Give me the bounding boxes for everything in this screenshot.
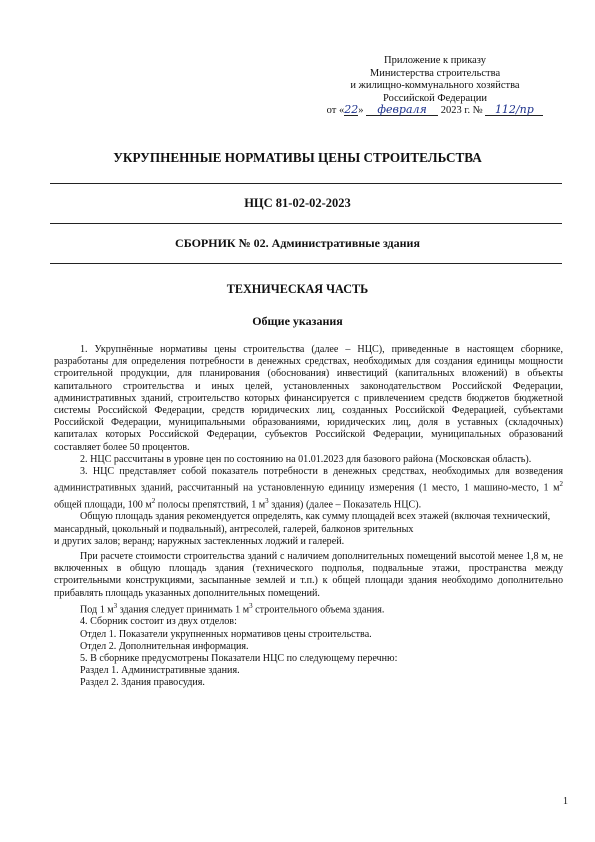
page-number: 1 xyxy=(563,796,568,807)
paragraph-11: Раздел 1. Административные здания. xyxy=(80,665,240,677)
general-provisions-title: Общие указания xyxy=(252,314,343,328)
divider-1 xyxy=(50,183,562,184)
paragraph-5: При расчете стоимости строительства зданий с наличием дополнительных помещений высотой менее 1,8 м, не включенных в общую площадь здания (технического подполья, подвальные этажи, пространства между строительными конструкциями, засыпанные землей и т.п.) к общей площади здания необходимо дополнительно прибавлять площадь указанных дополнительных помещений. xyxy=(54,550,563,599)
divider-2 xyxy=(50,223,562,224)
approval-block xyxy=(300,55,570,118)
superscript-3: 3 xyxy=(249,601,253,610)
paragraph-6-part-c: строительного объема здания. xyxy=(252,604,385,616)
approval-number: 112/пр xyxy=(485,105,543,116)
approval-line-3: и жилищно-коммунального хозяйства xyxy=(350,80,520,91)
approval-date-line xyxy=(300,105,570,118)
paragraph-12: Раздел 2. Здания правосудия. xyxy=(80,677,205,689)
paragraph-3-part-d: здания) (далее – Показатель НЦС). xyxy=(268,499,422,511)
approval-year: 2023 г. № xyxy=(440,105,483,116)
approval-day: 22 xyxy=(344,103,359,116)
paragraph-6-part-b: здания следует принимать 1 м xyxy=(117,604,250,616)
superscript-3: 3 xyxy=(113,601,118,610)
approval-month: февраля xyxy=(366,105,438,116)
paragraph-1: 1. Укрупнённые нормативы цены строительства (далее – НЦС), приведенные в настоящем сборнике, разработаны для определения потребности в денежных средствах, необходимых для создания единицы мощности строительной продукции, для планирования (обоснования) инвестиций (капитальных вложений) в объекты капитального строительства и иных целей, установленных законодательством Российской Федерации, административных зданий, строительство которых финансируется с привлечением средств бюджетов бюджетной системы Российской Федерации, средств юридических лиц, созданных Российской Федерацией, субъектами Российской Федерации, муниципальными образованиями, юридических лиц, доля в уставных (складочных) капиталах которых Российской Федерации, субъектов Российской Федерации, муниципальных образований составляет более 50 процентов. xyxy=(54,344,563,453)
paragraph-6 xyxy=(54,600,563,617)
collection-title: СБОРНИК № 02. Административные здания xyxy=(175,236,420,250)
superscript-2: 2 xyxy=(151,496,156,505)
body-text xyxy=(54,344,563,690)
paragraph-3 xyxy=(54,466,563,511)
paragraph-4-continued: и других залов; веранд; наружных застекленных лоджий и галерей. xyxy=(54,535,345,547)
paragraph-7: 4. Сборник состоит из двух отделов: xyxy=(80,616,237,628)
paragraph-2: 2. НЦС рассчитаны в уровне цен по состоянию на 01.01.2023 для базового района (Московская область). xyxy=(80,453,532,465)
doc-code: НЦС 81-02-02-2023 xyxy=(244,196,351,210)
approval-line-2: Министерства строительства xyxy=(369,67,501,79)
approval-from: от « xyxy=(326,105,345,116)
paragraph-10: 5. В сборнике предусмотрены Показатели НЦС по следующему перечню: xyxy=(80,652,398,664)
divider-3 xyxy=(50,263,562,264)
superscript-3: 3 xyxy=(265,496,269,505)
superscript-2: 2 xyxy=(559,480,563,489)
approval-line-4: Российской Федерации xyxy=(383,92,487,104)
paragraph-9: Отдел 2. Дополнительная информация. xyxy=(80,640,249,652)
approval-line-1: Приложение к приказу xyxy=(384,55,486,66)
paragraph-8: Отдел 1. Показатели укрупненных нормативов цены строительства. xyxy=(80,628,372,640)
paragraph-3-part-a: 3. НЦС представляет собой показатель потребности в денежных средствах, необходимых для возведения административных зданий, рассчитанный на установленную единицу измерения (1 место, 1 машино-место, 1 м xyxy=(54,466,563,494)
technical-part-title: ТЕХНИЧЕСКАЯ ЧАСТЬ xyxy=(226,282,369,296)
paragraph-4: Общую площадь здания рекомендуется определять, как сумму площадей всех этажей (включая технический, мансардный, цокольный и подвальный), антресолей, галерей, балконов зрительных xyxy=(54,511,551,535)
paragraph-6-part-a: Под 1 м xyxy=(80,604,114,616)
approval-close-quote: » xyxy=(358,105,364,116)
paragraph-3-part-c: полосы препятствий, 1 м xyxy=(155,499,266,511)
paragraph-3-part-b: общей площади, 100 м xyxy=(54,499,152,511)
main-title: УКРУПНЕННЫЕ НОРМАТИВЫ ЦЕНЫ СТРОИТЕЛЬСТВА xyxy=(113,150,482,165)
